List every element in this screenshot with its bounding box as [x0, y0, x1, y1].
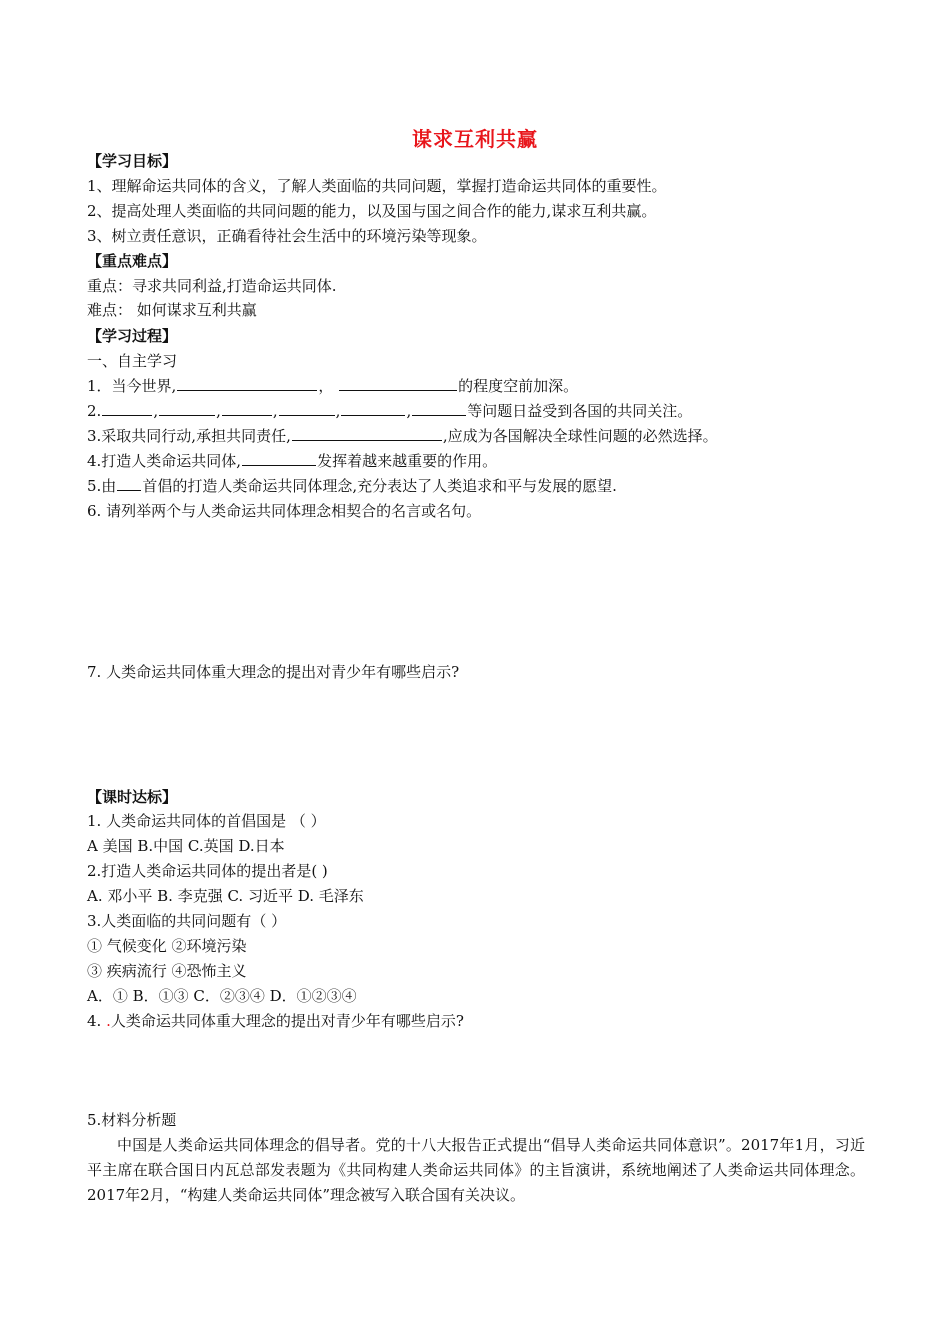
document-title: 谋求互利共赢 [412, 127, 538, 151]
answer-blank[interactable] [292, 426, 442, 441]
separator: , [406, 402, 412, 420]
mc-question-2: 2.打造人类命运共同体的提出者是( ) [87, 862, 328, 880]
question-1-text-a: 1．当今世界, [87, 377, 177, 395]
question-3-text-a: 3.采取共同行动,承担共同责任, [87, 427, 291, 445]
question-3 [87, 426, 718, 446]
mc-question-3: 3.人类面临的共同问题有（ ） [87, 912, 287, 930]
question-4 [87, 451, 497, 471]
key-difficulty-heading: 【重点难点】 [87, 252, 178, 270]
separator: , [216, 402, 221, 420]
goal-item-1: 1、理解命运共同体的含义，了解人类面临的共同问题，掌握打造命运共同体的重要性。 [87, 177, 667, 195]
separator: , [335, 402, 341, 420]
question-6: 6. 请列举两个与人类命运共同体理念相契合的名言或名句。 [87, 502, 482, 520]
question-2-text-end: 等问题日益受到各国的共同关注。 [467, 402, 693, 420]
question-1-text-b: ， [318, 377, 334, 395]
answer-blank[interactable] [177, 376, 317, 391]
separator: , [272, 402, 278, 420]
mc-question-3-items-row-2: ③ 疾病流行 ④恐怖主义 [87, 962, 247, 980]
answer-blank[interactable] [159, 401, 215, 416]
question-2 [87, 401, 692, 421]
answer-blank[interactable] [339, 376, 457, 391]
answer-blank[interactable] [222, 401, 272, 416]
question-4-reflection-text: 人类命运共同体重大理念的提出对青少年有哪些启示? [110, 1012, 464, 1030]
question-1 [87, 376, 578, 396]
question-4-reflection [87, 1011, 464, 1031]
separator: , [153, 402, 159, 420]
key-point: 重点：寻求共同利益,打造命运共同体. [87, 277, 337, 295]
material-heading: 5.材料分析题 [87, 1111, 177, 1129]
mc-question-2-options: A. 邓小平 B. 李克强 C. 习近平 D. 毛泽东 [87, 887, 364, 905]
mc-question-1: 1. 人类命运共同体的首倡国是 （ ） [87, 812, 326, 830]
answer-blank[interactable] [341, 401, 405, 416]
question-4-text-b: 发挥着越来越重要的作用。 [317, 452, 498, 470]
answer-blank[interactable] [279, 401, 335, 416]
mc-question-3-items-row-1: ① 气候变化 ②环境污染 [87, 937, 247, 955]
question-5-text-b: 首倡的打造人类命运共同体理念,充分表达了人类追求和平与发展的愿望. [142, 477, 617, 495]
question-2-text-a: 2. [87, 402, 102, 420]
question-4-number: 4. [87, 1012, 107, 1030]
self-study-heading: 一、自主学习 [87, 352, 178, 370]
goal-item-2: 2、提高处理人类面临的共同问题的能力，以及国与国之间合作的能力,谋求互利共赢。 [87, 202, 657, 220]
mc-question-3-options: A．① B．①③ C．②③④ D．①②③④ [87, 987, 357, 1005]
mc-question-1-options: A 美国 B.中国 C.英国 D.日本 [87, 837, 285, 855]
difficulty-point: 难点： 如何谋求互利共赢 [87, 301, 257, 319]
goals-heading: 【学习目标】 [87, 152, 178, 170]
material-paragraph: 中国是人类命运共同体理念的倡导者。党的十八大报告正式提出“倡导人类命运共同体意识”。2017年1月，习近平主席在联合国日内瓦总部发表题为《共同构建人类命运共同体》的主旨演讲，系统地阐述了人类命运共同体理念。2017年2月，“构建人类命运共同体”理念被写入联合国有关决议。 [87, 1136, 865, 1204]
question-1-text-c: 的程度空前加深。 [458, 377, 579, 395]
process-heading: 【学习过程】 [87, 327, 178, 345]
question-3-text-b: ,应成为各国解决全球性问题的必然选择。 [442, 427, 718, 445]
question-5 [87, 476, 617, 496]
question-5-text-a: 5.由 [87, 477, 117, 495]
assessment-heading: 【课时达标】 [87, 788, 178, 806]
question-4-text-a: 4.打造人类命运共同体, [87, 452, 242, 470]
question-7: 7. 人类命运共同体重大理念的提出对青少年有哪些启示? [87, 663, 460, 681]
red-dot-mark: . [106, 1012, 111, 1030]
answer-blank[interactable] [117, 476, 141, 491]
goal-item-3: 3、树立责任意识，正确看待社会生活中的环境污染等现象。 [87, 227, 487, 245]
answer-blank[interactable] [102, 401, 152, 416]
answer-blank[interactable] [242, 451, 316, 466]
answer-blank[interactable] [412, 401, 466, 416]
